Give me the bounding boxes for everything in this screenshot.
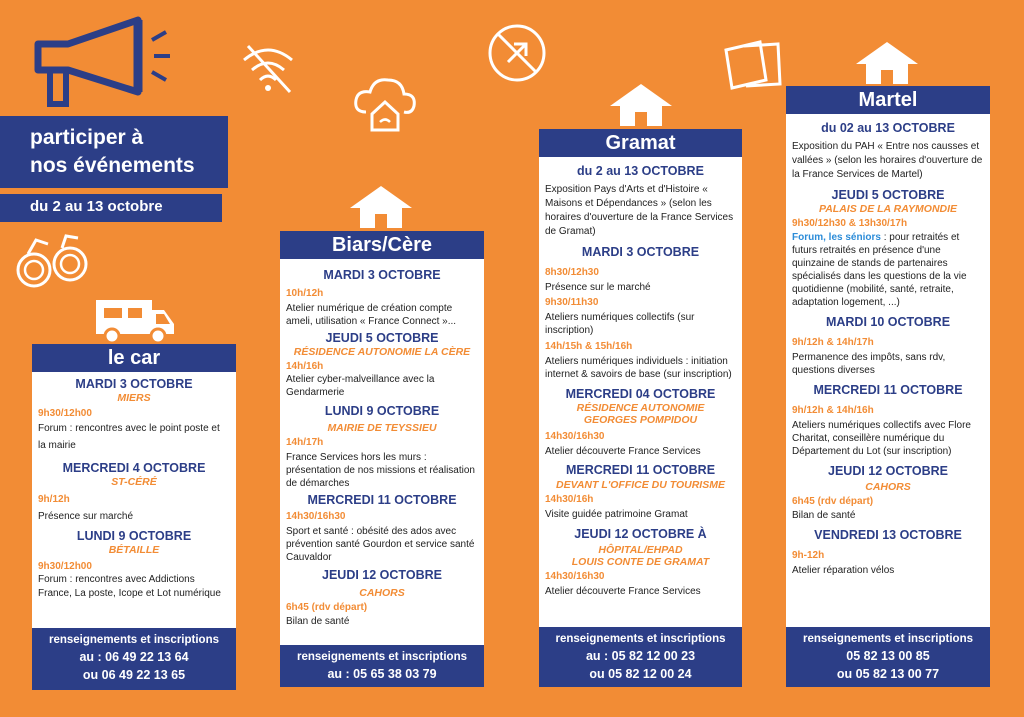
event-text: Atelier découverte France Services xyxy=(545,586,701,597)
event-day: JEUDI 5 OCTOBRE xyxy=(831,188,945,202)
contact-footer xyxy=(32,628,236,690)
title-line-2: nos événements xyxy=(30,154,195,177)
event-time: 14h30/16h30 xyxy=(286,511,346,522)
column-le-car xyxy=(32,344,236,690)
event-time: 14h30/16h xyxy=(545,494,594,505)
event-place: MIERS xyxy=(117,392,151,404)
event-time: 9h/12h & 14h/17h xyxy=(792,337,874,348)
event-time: 9h30/12h30 & 13h30/17h xyxy=(792,218,908,229)
contact-label: renseignements et inscriptions xyxy=(297,651,467,663)
no-cursor-icon xyxy=(486,22,548,84)
page-title xyxy=(0,116,228,188)
date-range-banner: du 2 au 13 octobre xyxy=(0,194,222,222)
no-wifi-icon xyxy=(238,40,298,96)
event-day: MERCREDI 4 OCTOBRE xyxy=(62,461,206,475)
event-time: 9h30/12h00 xyxy=(38,408,92,419)
event-time: 8h30/12h30 xyxy=(545,267,599,278)
contact-footer xyxy=(539,627,742,687)
event-time: 6h45 (rdv départ) xyxy=(286,602,368,613)
event-text: Sport et santé : obésité des ados avec prévention santé Gourdon et service santé Cauvaldor xyxy=(286,526,475,563)
intro-text: Exposition Pays d'Arts et d'Histoire « Maisons et Dépendances » (selon les horaires d'ouverture de la France Services de Gramat) xyxy=(545,184,734,237)
event-text: Bilan de santé xyxy=(286,616,350,627)
binoculars-icon xyxy=(14,234,90,292)
event-place: GEORGES POMPIDOU xyxy=(583,414,698,426)
event-day: JEUDI 12 OCTOBRE xyxy=(322,568,442,582)
event-day: MARDI 3 OCTOBRE xyxy=(323,268,441,282)
event-place: CAHORS xyxy=(865,481,911,493)
campervan-icon xyxy=(92,294,178,344)
event-day: LUNDI 9 OCTOBRE xyxy=(324,404,440,418)
house-icon-martel xyxy=(856,42,918,84)
event-time: 6h45 (rdv départ) xyxy=(792,496,874,507)
event-day: JEUDI 5 OCTOBRE xyxy=(325,331,439,345)
contact-phone-2: ou 05 82 12 00 24 xyxy=(589,667,692,681)
column-title: le car xyxy=(32,344,236,372)
contact-footer xyxy=(786,627,990,687)
event-place: ST-CÉRÉ xyxy=(111,476,157,488)
event-day: MERCREDI 11 OCTOBRE xyxy=(565,463,716,477)
event-day: MERCREDI 11 OCTOBRE xyxy=(813,383,963,397)
event-day: MARDI 3 OCTOBRE xyxy=(581,245,700,259)
event-day: JEUDI 12 OCTOBRE xyxy=(828,464,948,478)
event-day: MERCREDI 11 OCTOBRE xyxy=(307,493,457,507)
column-gramat xyxy=(539,129,742,687)
house-icon-biars xyxy=(350,186,412,228)
event-place: MAIRIE DE TEYSSIEU xyxy=(327,422,437,434)
event-text: Forum : rencontres avec le point poste et la mairie xyxy=(38,423,220,451)
event-day: MARDI 10 OCTOBRE xyxy=(825,315,951,329)
contact-phone-1: 05 82 13 00 85 xyxy=(846,649,930,663)
event-place: BÉTAILLE xyxy=(108,544,160,556)
contact-footer xyxy=(280,645,484,687)
event-time: 9h30/11h30 xyxy=(545,297,599,308)
title-line-1: participer à xyxy=(30,126,144,149)
event-place: RÉSIDENCE AUTONOMIE xyxy=(576,402,705,414)
intro-text: Exposition du PAH « Entre nos causses et vallées » (selon les horaires d'ouverture de la France Services de Martel) xyxy=(792,141,983,180)
event-place: HÔPITAL/EHPAD xyxy=(598,544,683,556)
event-text: Ateliers numériques collectifs avec Flore Charitat, conseillère numérique du Département du Lot (sur inscription) xyxy=(792,420,971,457)
smart-home-icon xyxy=(350,72,420,134)
column-body xyxy=(539,161,742,598)
contact-phone-1: au : 05 65 38 03 79 xyxy=(327,667,437,681)
date-range: du 02 au 13 OCTOBRE xyxy=(821,121,955,135)
event-text: Atelier cyber-malveillance avec la Gendarmerie xyxy=(286,374,435,398)
event-time: 14h30/16h30 xyxy=(545,431,605,442)
event-text: Ateliers numériques individuels : initiation internet & savoirs de base (sur inscription) xyxy=(545,356,732,380)
event-time: 14h/16h xyxy=(286,361,324,372)
event-day: LUNDI 9 OCTOBRE xyxy=(76,529,192,543)
event-text: Présence sur marché xyxy=(38,511,134,522)
contact-label: renseignements et inscriptions xyxy=(555,633,726,645)
event-time: 9h/12h & 14h/16h xyxy=(792,405,874,416)
event-place: DEVANT L'OFFICE DU TOURISME xyxy=(556,479,725,491)
event-text: France Services hors les murs : présentation de nos missions et réalisation de démarches xyxy=(286,452,475,489)
column-martel xyxy=(786,86,990,687)
date-range: du 2 au 13 OCTOBRE xyxy=(577,164,704,178)
event-text: Présence sur le marché xyxy=(545,282,651,293)
event-place: RÉSIDENCE AUTONOMIE LA CÈRE xyxy=(293,346,471,358)
event-text xyxy=(792,231,984,309)
event-text: Visite guidée patrimoine Gramat xyxy=(545,509,688,520)
column-title: Martel xyxy=(786,86,990,114)
event-text: Permanence des impôts, sans rdv, questions diverses xyxy=(792,352,946,376)
event-text: Bilan de santé xyxy=(792,510,856,521)
house-icon-gramat xyxy=(610,84,672,126)
event-time: 9h/12h xyxy=(38,494,70,505)
event-place: PALAIS DE LA RAYMONDIE xyxy=(818,203,958,215)
column-title: Biars/Cère xyxy=(280,231,484,259)
event-time: 14h/17h xyxy=(286,437,324,448)
event-day: MERCREDI 04 OCTOBRE xyxy=(565,387,716,401)
event-text: Forum : rencontres avec Addictions France, La poste, Icope et Lot numérique xyxy=(38,574,221,599)
event-day: MARDI 3 OCTOBRE xyxy=(75,377,193,391)
highlight-label: Forum, les séniors xyxy=(792,232,881,243)
column-body xyxy=(32,374,236,601)
event-time: 9h-12h xyxy=(792,550,825,561)
event-time: 10h/12h xyxy=(286,288,324,299)
event-time: 9h30/12h00 xyxy=(38,561,92,572)
contact-label: renseignements et inscriptions xyxy=(49,634,219,646)
event-text: Atelier découverte France Services xyxy=(545,446,701,457)
contact-phone-1: au : 05 82 12 00 23 xyxy=(585,649,696,663)
contact-phone-2: ou 06 49 22 13 65 xyxy=(82,668,186,682)
documents-icon xyxy=(720,36,790,96)
megaphone-icon xyxy=(28,12,178,112)
event-day: JEUDI 12 OCTOBRE À xyxy=(574,527,707,541)
contact-phone-2: ou 05 82 13 00 77 xyxy=(836,667,940,681)
event-text-body: : pour retraités et futurs retraités en présence d'une quinzaine de stands de partenaires spécialisés dans les questions de la vie quotidienne (mobilité, santé, retraite, adaptation logement, ...) xyxy=(792,232,967,308)
event-text: Atelier réparation vélos xyxy=(792,565,895,576)
column-body xyxy=(786,118,990,577)
column-title: Gramat xyxy=(539,129,742,157)
event-time: 14h/15h & 15h/16h xyxy=(545,341,633,352)
contact-label: renseignements et inscriptions xyxy=(803,633,973,645)
event-text: Atelier numérique de création compte ameli, utilisation « France Connect »... xyxy=(286,303,457,327)
event-place: CAHORS xyxy=(359,587,405,599)
event-place: LOUIS CONTE DE GRAMAT xyxy=(571,556,710,568)
contact-phone-1: au : 06 49 22 13 64 xyxy=(79,650,189,664)
column-body xyxy=(280,265,484,628)
column-biars-cere xyxy=(280,231,484,687)
event-text: Ateliers numériques collectifs (sur inscription) xyxy=(545,312,695,336)
event-time: 14h30/16h30 xyxy=(545,571,605,582)
event-day: VENDREDI 13 OCTOBRE xyxy=(814,528,962,542)
